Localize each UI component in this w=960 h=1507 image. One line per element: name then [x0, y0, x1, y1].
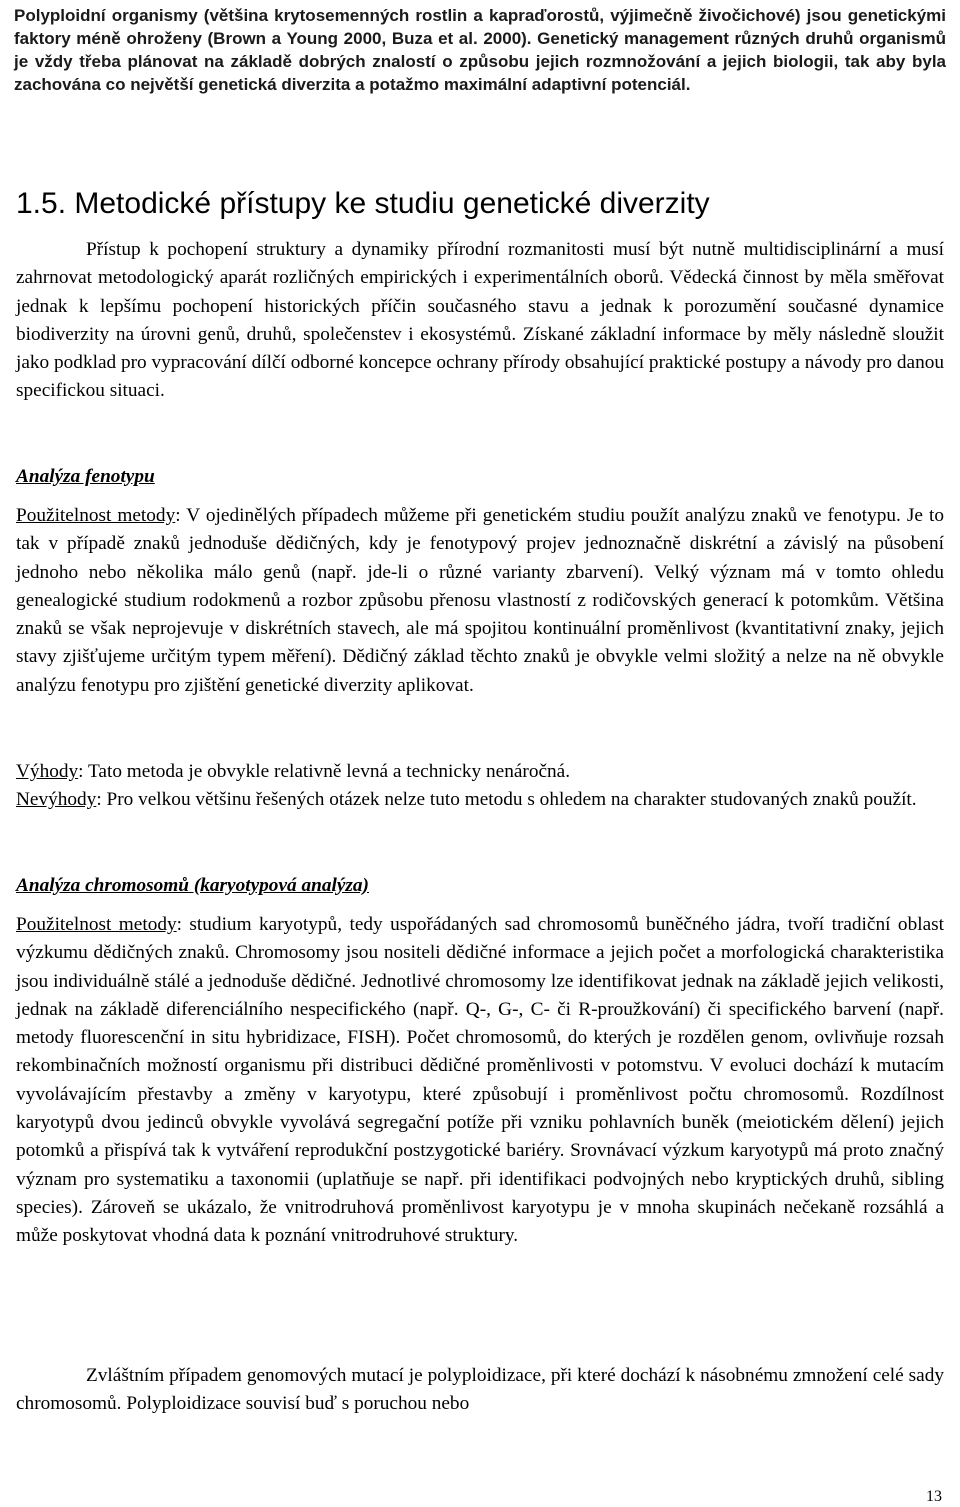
chromosome-title: Analýza chromosomů (karyotypová analýza): [16, 875, 369, 896]
polyploidy-paragraph: Zvláštním případem genomových mutací je polyploidizace, při které dochází k násobnému zmnožení celé sady chromosomů. Polyploidizace souvisí buď s poruchou nebo: [16, 1365, 944, 1415]
section-intro-paragraph: Přístup k pochopení struktury a dynamiky přírodní rozmanitosti musí být nutně multidisciplinární a musí zahrnovat metodologický aparát rozličných empirických i experimentálních oborů. Vědecká činnost by měla směřovat jednak k lepšímu pochopení historických příčin současného stavu a jednak k porozumění současné dynamice biodiverzity na úrovni genů, druhů, společenstev i ekosystémů. Získané základní informace by měly následně sloužit jako podklad pro vypracování dílčí odborné koncepce ochrany přírody obsahující praktické postupy a návody pro danou specifickou situaci.: [16, 239, 944, 402]
phenotype-usability-paragraph: [16, 502, 944, 700]
chromosome-usability-label: Použitelnost metody: [16, 914, 177, 935]
phenotype-advantages-paragraph: [16, 758, 944, 786]
section-heading: 1.5. Metodické přístupy ke studiu genetické diverzity: [16, 187, 710, 220]
phenotype-usability-label: Použitelnost metody: [16, 505, 176, 526]
phenotype-advantages-label: Výhody: [16, 761, 79, 782]
phenotype-advantages-text: : Tato metoda je obvykle relativně levná a technicky nenáročná.: [78, 761, 571, 782]
phenotype-disadvantages-paragraph: [16, 786, 944, 814]
chromosome-usability-text: : studium karyotypů, tedy uspořádaných sad chromosomů buněčného jádra, tvoří tradiční oblast výzkumu dědičných znaků. Chromosomy jsou nositeli dědičné informace a jejich počet a morfologická charakteristika jsou individuálně stálé a jednoduše dědičné. Jednotlivé chromosomy lze identifikovat jednak na základě jejich velikosti, jednak na základě diferenciálního nespecifického (např. Q-, G-, C- či R-proužkování) či specifického barvení (např. metody fluorescenční in situ hybridizace, FISH). Počet chromosomů, do kterých je rozdělen genom, ovlivňuje rozsah rekombinačních možností organismu při distribuci dědičné proměnlivosti v potomstvu. V evoluci dochází k mutacím vyvolávajícím přestavby a změny v karyotypu, které způsobují i proměnlivost počtu chromosomů. Rozdílnost karyotypů dvou jedinců obvykle vyvolává segregační potíže při vzniku pohlavních buněk (meiotickém dělení) jejich potomků a přispívá tak k vytváření reprodukční postzygotické bariéry. Srovnávací výzkum karyotypů má proto značný význam pro systematiku a taxonomii (uplatňuje se např. při identifikaci podvojných nebo kryptických druhů, sibling species). Zároveň se ukázalo, že vnitrodruhová proměnlivost karyotypu je v mnoha skupinách nečekaně rozsáhlá a může poskytovat vhodná data k poznání vnitrodruhové struktury.: [16, 914, 944, 1247]
phenotype-disadvantages-label: Nevýhody: [16, 789, 97, 810]
chromosome-usability-paragraph: [16, 911, 944, 1251]
intro-paragraph-polyploidy: Polyploidní organismy (většina krytosemenných rostlin a kapraďorostů, výjimečně živočichové) jsou genetickými faktory méně ohroženy (Brown a Young 2000, Buza et al. 2000). Genetický management různých druhů organismů je vždy třeba plánovat na základě dobrých znalostí o způsobu jejich rozmnožování a jejich biologii, tak aby byla zachována co největší genetická diverzita a potažmo maximální adaptivní potenciál.: [14, 6, 946, 94]
phenotype-usability-text: : V ojedinělých případech můžeme při genetickém studiu použít analýzu znaků ve fenotypu. Je to tak v případě znaků jednoduše dědičných, kdy je fenotypový projev jednoznačně diskrétní a závislý na působení jednoho nebo několika málo genů (např. jde-li o různé varianty zbarvení). Velký význam má v tomto ohledu genealogické studium rodokmenů a rozbor způsobu přenosu vlastností z rodičovských generací k potomkům. Většina znaků se však neprojevuje v diskrétních stavech, ale má spojitou kontinuální proměnlivost (kvantitativní znaky, jejich stavy zjišťujeme určitým typem měření). Dědičný základ těchto znaků je obvykle velmi složitý a nelze na ně obvykle analýzu fenotypu pro zjištění genetické diverzity aplikovat.: [16, 505, 944, 696]
page-number: 13: [926, 1488, 942, 1505]
phenotype-title: Analýza fenotypu: [16, 466, 155, 487]
phenotype-disadvantages-text: : Pro velkou většinu řešených otázek nelze tuto metodu s ohledem na charakter studovaných znaků použít.: [96, 789, 917, 810]
